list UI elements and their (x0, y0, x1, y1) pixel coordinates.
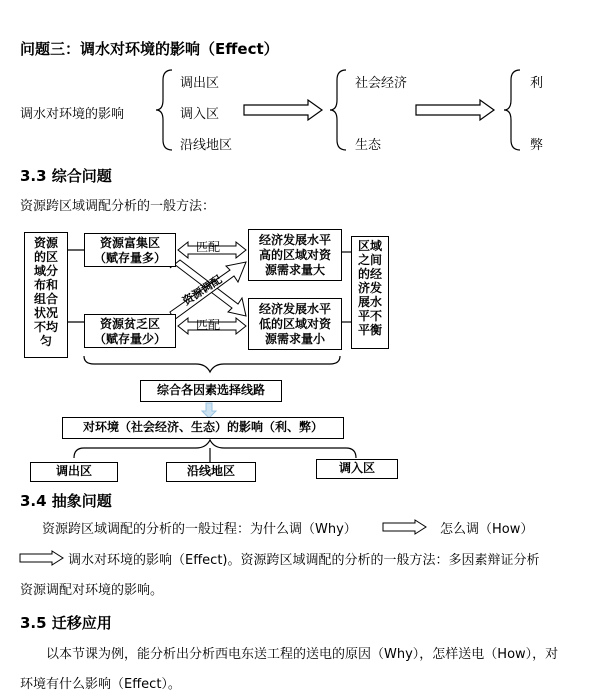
section-3-5-title: 3.5 迁移应用 (20, 614, 112, 632)
section-3-4-line1: 资源跨区域调配的分析的一般过程：为什么调（Why） (42, 522, 357, 537)
along-region-box: 沿线地区 (166, 462, 256, 482)
uneven-distribution-box: 资源的区域分布和组合状况不均匀 (24, 232, 68, 358)
section-3-5-line2: 环境有什么影响（Effect）。 (20, 677, 181, 692)
export-region-box: 调出区 (30, 462, 118, 482)
down-arrow (202, 403, 216, 418)
match-label-top: 匹配 (196, 240, 221, 254)
hollow-arrow-effect (20, 551, 63, 565)
match-label-bottom: 匹配 (196, 318, 221, 332)
result-benefit-label: 利 (530, 76, 544, 91)
environment-effect-box: 对环境（社会经济、生态）的影响（利、弊） (62, 417, 344, 439)
route-selection-box: 综合各因素选择线路 (140, 380, 282, 402)
high-development-box: 经济发展水平高的区域对资源需求量大 (248, 229, 342, 281)
hollow-arrow-1 (244, 100, 322, 120)
section-3-4-title: 3.4 抽象问题 (20, 492, 112, 510)
section-3-5-line1: 以本节课为例，能分析出分析西电东送工程的送电的原因（Why），怎样送电（How），对 (46, 647, 559, 662)
middle-brace (330, 70, 346, 150)
section-3-4-line3: 资源调配对环境的影响。 (20, 583, 164, 598)
section-3-3-title: 3.3 综合问题 (20, 167, 112, 185)
result-harm-label: 弊 (530, 138, 544, 153)
rich-region-box: 资源富集区（赋存量多） (84, 233, 176, 267)
import-region-box: 调入区 (316, 459, 398, 479)
region-in-label: 调入区 (180, 107, 220, 122)
section-title: 问题三：调水对环境的影响（Effect） (20, 40, 279, 58)
effect-brace (74, 440, 356, 458)
hollow-arrow-why-how (383, 520, 426, 534)
section-3-3-intro: 资源跨区域调配分析的一般方法： (20, 199, 216, 214)
left-brace (156, 70, 172, 150)
right-brace (504, 70, 520, 150)
region-out-label: 调出区 (180, 76, 220, 91)
imbalance-box: 区域之间的经济发展水平不平衡 (351, 236, 389, 349)
aspect-ecology-label: 生态 (355, 138, 382, 153)
aspect-economy-label: 社会经济 (355, 76, 408, 91)
allocation-label: 资源调配 (180, 272, 225, 308)
section-3-4-line2: 调水对环境的影响（Effect)。资源跨区域调配的分析的一般方法：多因素辩证分析 (68, 553, 540, 568)
hollow-arrow-2 (416, 100, 494, 120)
poor-region-box: 资源贫乏区（赋存量少） (84, 314, 176, 348)
section-3-4-line1-how: 怎么调（How） (440, 522, 534, 537)
tree-root-label: 调水对环境的影响 (20, 107, 125, 122)
flow-brace (84, 356, 340, 372)
region-along-label: 沿线地区 (180, 138, 233, 153)
low-development-box: 经济发展水平低的区域对资源需求量小 (248, 298, 342, 350)
